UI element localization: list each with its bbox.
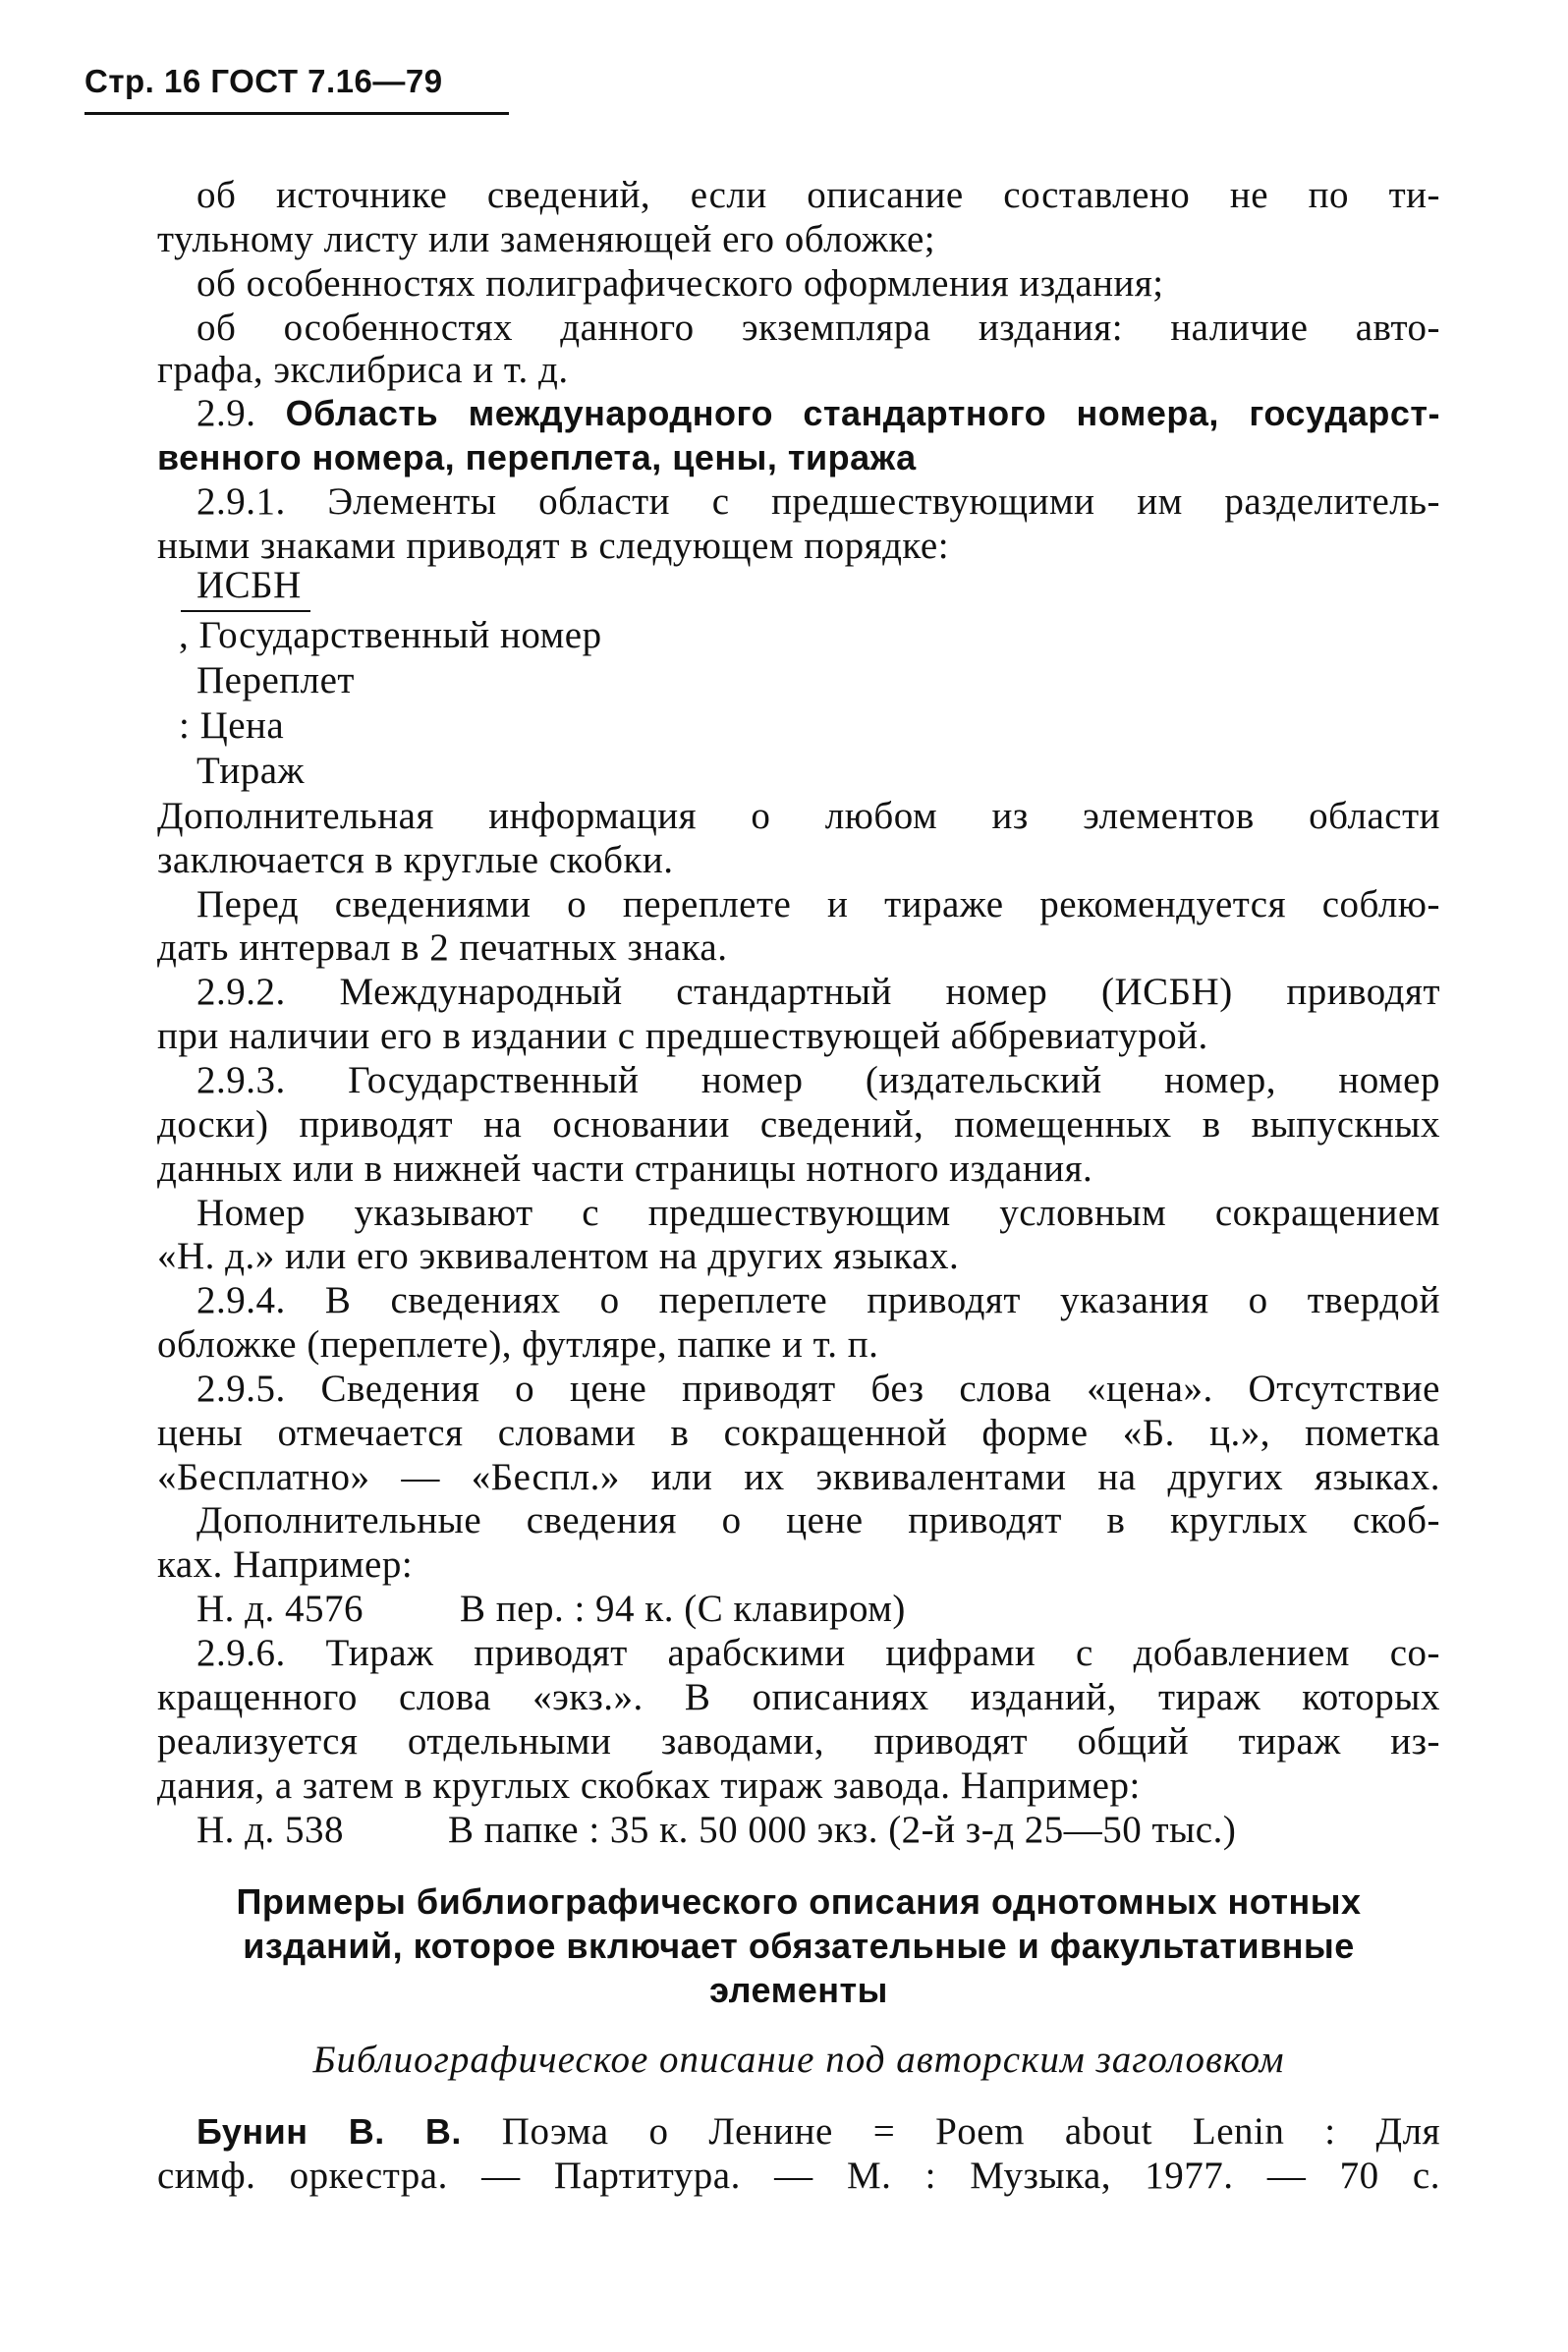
text-line: 2.9.3. Государственный номер (издательский номер, номер	[196, 1059, 1440, 1101]
examples-title-line: элементы	[709, 1970, 888, 2010]
element-cena: : Цена	[179, 704, 285, 747]
bibliographic-entry-line-2: симф. оркестра. — Партитура. — М. : Музыка, 1977. — 70 с.	[157, 2155, 1440, 2197]
text-line: Номер указывают с предшествующим условным сокращением	[196, 1192, 1440, 1234]
text-line: 2.9.1. Элементы области с предшествующими им разделитель-	[196, 480, 1440, 523]
element-isbn: ИСБН	[196, 564, 302, 606]
entry-title: Поэма о Ленине = Poem about Lenin : Для	[501, 2110, 1441, 2153]
text-line: 2.9.6. Тираж приводят арабскими цифрами с добавлением со-	[196, 1632, 1440, 1674]
text-line: доски) приводят на основании сведений, помещенных в выпускных	[157, 1103, 1440, 1146]
page-header: Стр. 16 ГОСТ 7.16—79	[84, 63, 443, 99]
examples-title-line: изданий, которое включает обязательные и факультативные	[243, 1926, 1355, 1966]
text-line: ках. Например:	[157, 1543, 414, 1586]
example-number: Н. д. 538	[196, 1809, 345, 1851]
example-number: Н. д. 4576	[196, 1588, 364, 1630]
text-line: ными знаками приводят в следующем порядке:	[157, 525, 950, 567]
examples-title-line: Примеры библиографического описания однотомных нотных	[236, 1881, 1362, 1922]
example-line-2	[196, 1808, 1236, 1853]
text-line: Перед сведениями о переплете и тираже рекомендуется соблю-	[196, 883, 1440, 925]
text-line: 2.9.4. В сведениях о переплете приводят указания о твердой	[196, 1279, 1440, 1321]
section-heading-2-9	[196, 391, 1440, 436]
text-line: цены отмечается словами в сокращенной форме «Б. ц.», пометка	[157, 1412, 1440, 1454]
text-line: 2.9.5. Сведения о цене приводят без слова «цена». Отсутствие	[196, 1368, 1440, 1410]
bibliographic-entry-line-1	[196, 2109, 1440, 2155]
text-line: тульному листу или заменяющей его обложке;	[157, 218, 936, 260]
text-line: Дополнительные сведения о цене приводят в круглых скоб-	[196, 1499, 1440, 1541]
text-line: дания, а затем в круглых скобках тираж завода. Например:	[157, 1764, 1141, 1807]
header-rule	[84, 112, 509, 115]
text-line: об особенностях полиграфического оформления издания;	[196, 262, 1164, 305]
example-details: В папке : 35 к. 50 000 экз. (2-й з-д 25—50 тыс.)	[448, 1809, 1237, 1851]
isbn-rule	[181, 610, 310, 612]
text-line: заключается в круглые скобки.	[157, 839, 674, 881]
element-tirazh: Тираж	[196, 750, 305, 792]
text-line: об источнике сведений, если описание составлено не по ти-	[196, 174, 1440, 216]
text-line: «Н. д.» или его эквивалентом на других языках.	[157, 1235, 960, 1277]
section-title-continued: венного номера, переплета, цены, тиража	[157, 437, 917, 477]
text-line: «Бесплатно» — «Беспл.» или их эквивалентами на других языках.	[157, 1456, 1440, 1498]
element-gos-nomer: , Государственный номер	[179, 614, 602, 656]
text-line: об особенностях данного экземпляра издания: наличие авто-	[196, 307, 1440, 349]
text-line: данных или в нижней части страницы нотного издания.	[157, 1148, 1093, 1190]
text-line: 2.9.2. Международный стандартный номер (ИСБН) приводят	[196, 971, 1440, 1013]
element-pereplet: Переплет	[196, 659, 355, 701]
text-line: графа, экслибриса и т. д.	[157, 349, 569, 391]
text-line: кращенного слова «экз.». В описаниях изданий, тираж которых	[157, 1676, 1440, 1718]
entry-author: Бунин В. В.	[196, 2111, 462, 2152]
text-line: Дополнительная информация о любом из элементов области	[157, 795, 1440, 837]
text-line: при наличии его в издании с предшествующей аббревиатурой.	[157, 1015, 1208, 1057]
example-details: В пер. : 94 к. (С клавиром)	[460, 1588, 906, 1630]
text-line: реализуется отдельными заводами, приводят общий тираж из-	[157, 1720, 1440, 1763]
section-title: Область международного стандартного номера, государст-	[285, 393, 1441, 433]
text-line: обложке (переплете), футляре, папке и т. п.	[157, 1323, 879, 1366]
text-line: дать интервал в 2 печатных знака.	[157, 926, 728, 969]
examples-subtitle: Библиографическое описание под авторским заголовком	[312, 2039, 1285, 2081]
example-line-1	[196, 1587, 906, 1632]
section-number: 2.9.	[196, 392, 256, 434]
